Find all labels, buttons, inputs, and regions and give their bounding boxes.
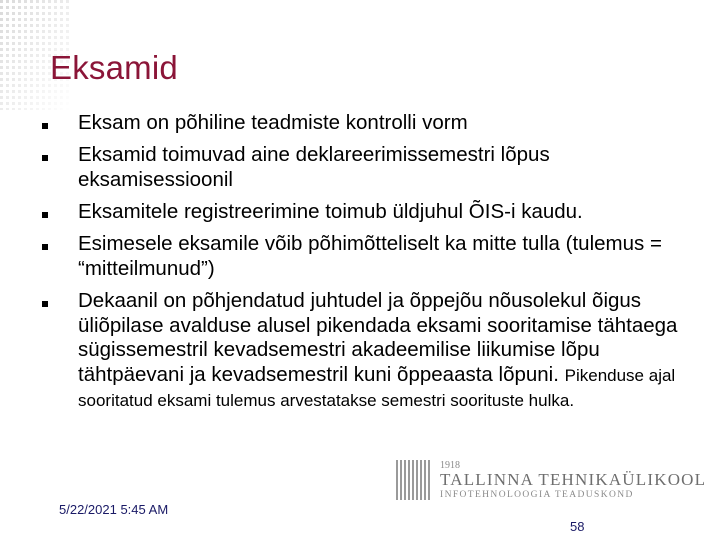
square-bullet-icon (42, 244, 48, 250)
bullet-text: Eksamid toimuvad aine deklareerimissemestri lõpus eksamisessioonil (78, 143, 550, 191)
square-bullet-icon (42, 301, 48, 307)
bullet-text (78, 289, 698, 414)
square-bullet-icon (42, 123, 48, 129)
logo-department: INFOTEHNOLOOGIA TEADUSKOND (440, 490, 634, 500)
logo-name: TALLINNA TEHNIKAÜLIKOOL (440, 470, 707, 489)
logo-bars-icon (396, 460, 432, 500)
square-bullet-icon (42, 212, 48, 218)
bullet-text: Esimesele eksamile võib põhimõtteliselt ka mitte tulla (tulemus = “mitteilmunud”) (78, 232, 662, 280)
logo-year: 1918 (440, 460, 460, 471)
bullet-text: Eksam on põhiline teadmiste kontrolli vorm (78, 111, 468, 134)
slide-title: Eksamid (50, 49, 178, 86)
square-bullet-icon (42, 155, 48, 161)
footer-date: 5/22/2021 5:45 AM (59, 502, 169, 517)
bullet-main-text: Dekaanil on põhjendatud juhtudel ja õppejõu nõusolekul õigus üliõpilase avalduse alusel pikendada eksami sooritamise tähtaega sügissemestril kevadsemestri akadeemilise liikumise lõpu tähtpäevani ja kevadsemestril kuni õppeaasta lõpuni. (78, 289, 678, 386)
bullet-text: Eksamitele registreerimine toimub üldjuhul ÕIS-i kaudu. (78, 200, 583, 223)
page-number: 58 (570, 519, 585, 534)
university-logo (396, 458, 707, 504)
bullet-small-text: Pikenduse ajal sooritatud eksami tulemus arvestatakse semestri soorituste hulka. (78, 365, 676, 410)
